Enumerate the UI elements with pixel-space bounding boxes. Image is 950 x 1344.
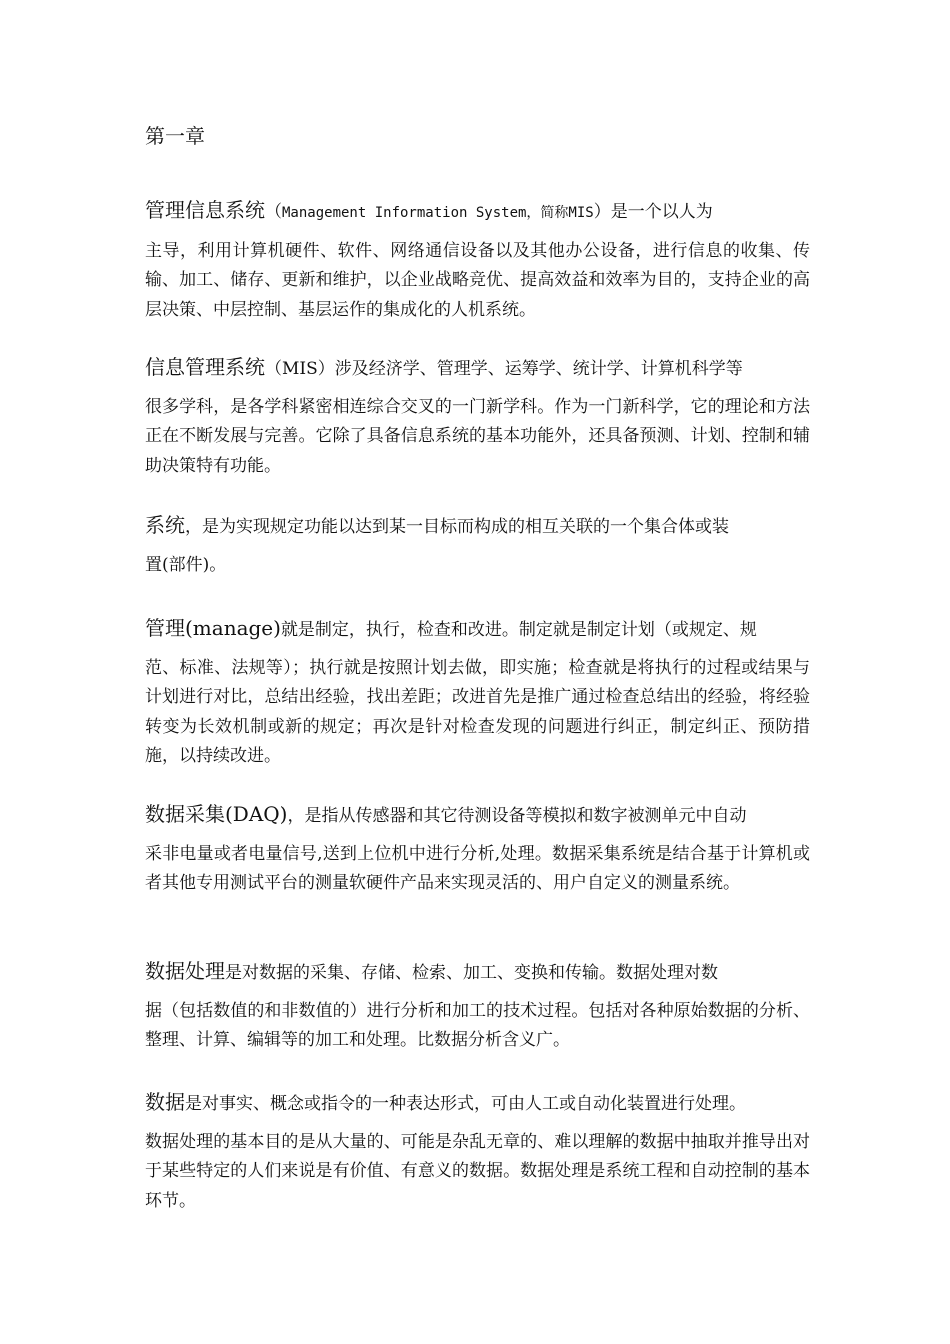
paragraph-text: 是对数据的采集、存储、检索、加工、变换和传输。数据处理对数: [225, 963, 718, 983]
term-heading: 数据采集(DAQ): [145, 802, 288, 826]
paragraph-mis: [145, 196, 810, 325]
paragraph-manage: [145, 614, 810, 772]
paragraph-text: Management Information System，简称MIS: [282, 205, 594, 221]
term-heading: 系统: [145, 513, 185, 537]
paragraph-text: ）是一个以人为: [593, 202, 713, 222]
term-heading: 数据: [145, 1090, 185, 1114]
paragraph-text: （MIS）涉及经济学、管理学、运筹学、统计学、计算机科学等: [265, 359, 743, 379]
paragraph-text: （: [265, 202, 282, 222]
term-heading: 管理(manage): [145, 616, 281, 640]
term-heading: 信息管理系统: [145, 355, 265, 379]
paragraph-text: 就是制定，执行，检查和改进。制定就是制定计划（或规定、规: [280, 620, 757, 640]
paragraph-text: ，是为实现规定功能以达到某一目标而构成的相互关联的一个集合体或装: [185, 517, 729, 537]
paragraph-body: 数据处理的基本目的是从大量的、可能是杂乱无章的、难以理解的数据中抽取并推导出对于某些特定的人们来说是有价值、有意义的数据。数据处理是系统工程和自动控制的基本环节。: [145, 1131, 810, 1211]
paragraph-daq: [145, 800, 810, 899]
paragraph-info-management: [145, 353, 810, 481]
paragraph-first-line: [145, 800, 810, 832]
paragraph-text: 是对事实、概念或指令的一种表达形式，可由人工或自动化装置进行处理。: [185, 1094, 746, 1114]
term-heading: 管理信息系统: [145, 198, 265, 222]
paragraph-text: ，是指从传感器和其它待测设备等模拟和数字被测单元中自动: [287, 806, 747, 826]
paragraph-body: 置(部件)。: [145, 554, 227, 575]
paragraph-first-line: [145, 353, 810, 385]
paragraph-first-line: [145, 957, 810, 989]
paragraph-data: [145, 1088, 810, 1216]
paragraph-data-processing: [145, 957, 810, 1056]
paragraph-first-line: [145, 614, 810, 646]
term-heading: 数据处理: [145, 959, 225, 983]
paragraph-system: [145, 511, 810, 580]
paragraph-body: 范、标准、法规等）；执行就是按照计划去做，即实施；检查就是将执行的过程或结果与计划进行对比，总结出经验，找出差距；改进首先是推广通过检查总结出的经验，将经验转变为长效机制或新的规定；再次是针对检查发现的问题进行纠正，制定纠正、预防措施，以持续改进。: [145, 657, 810, 766]
paragraph-first-line: [145, 511, 810, 543]
paragraph-first-line: [145, 196, 810, 229]
chapter-title: 第一章: [145, 124, 205, 148]
paragraph-body: 据（包括数值的和非数值的）进行分析和加工的技术过程。包括对各种原始数据的分析、整理、计算、编辑等的加工和处理。比数据分析含义广。: [145, 1000, 810, 1050]
paragraph-body: 采非电量或者电量信号,送到上位机中进行分析,处理。数据采集系统是结合基于计算机或者其他专用测试平台的测量软硬件产品来实现灵活的、用户自定义的测量系统。: [145, 843, 810, 893]
paragraph-first-line: [145, 1088, 810, 1120]
paragraph-body: 很多学科，是各学科紧密相连综合交叉的一门新学科。作为一门新科学，它的理论和方法正在不断发展与完善。它除了具备信息系统的基本功能外，还具备预测、计划、控制和辅助决策特有功能。: [145, 396, 810, 476]
paragraph-body: 主导，利用计算机硬件、软件、网络通信设备以及其他办公设备，进行信息的收集、传输、加工、储存、更新和维护，以企业战略竞优、提高效益和效率为目的，支持企业的高层决策、中层控制、基层运作的集成化的人机系统。: [145, 240, 810, 320]
